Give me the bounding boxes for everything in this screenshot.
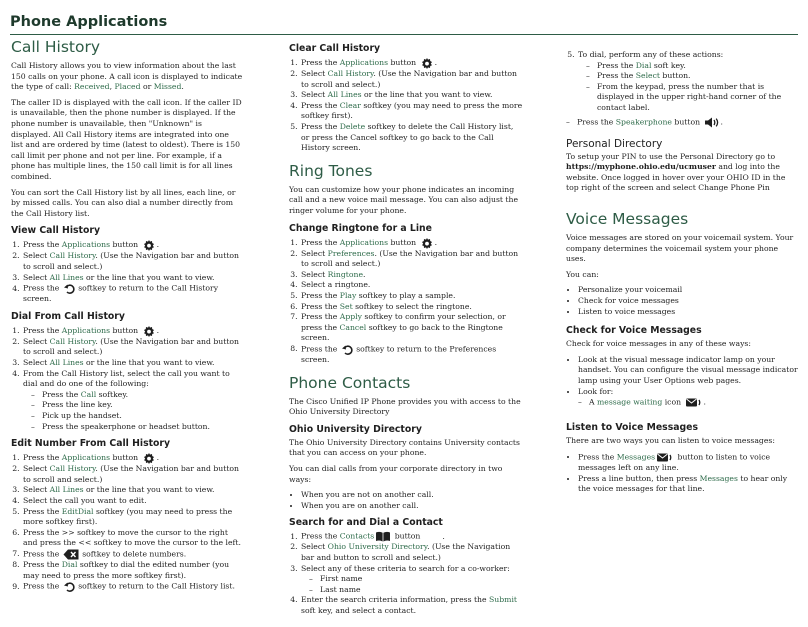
call-history-link[interactable]: Call History [49,251,96,261]
list-item: • Look at the visual message indicator lamp on your handset. You can configure the visual message indicator lamp using your User Options web pages. [578,355,800,387]
select-button-link[interactable]: Select [635,71,660,81]
list-item: 3. Select All Lines or the line that you want to view. [22,485,243,496]
list-item: – Press the Call softkey. [31,390,243,401]
list-item: • When you are on another call. [301,501,523,512]
received-link[interactable]: Received [74,82,110,92]
back-arrow-icon [341,344,353,355]
dial-from-history-heading: Dial From Call History [11,310,125,322]
dial-actions-list [578,61,800,114]
list-item: 1. Press the Applications button . [22,452,243,464]
call-history-intro: Call History allows you to view information about the last 150 calls on your phone. A call icon is displayed to indicate the type of call: Received, Placed or Missed. [11,61,243,92]
gear-icon [142,452,156,464]
applications-link[interactable]: Applications [61,240,111,250]
search-dial-heading: Search for and Dial a Contact [289,517,443,529]
play-softkey-link[interactable]: Play [339,290,357,300]
list-item: 2. Select Call History. (Use the Navigation bar and button to scroll and select.) [22,337,243,358]
edit-number-heading: Edit Number From Call History [11,438,171,450]
list-item: 3. Select All Lines or the line that you want to view. [300,90,523,101]
back-arrow-icon [63,581,75,592]
call-history-link[interactable]: Call History [49,336,96,346]
submit-softkey-link[interactable]: Submit [489,595,517,605]
directory-ways-list [289,490,523,511]
speakerphone-link[interactable]: Speakerphone [615,117,672,127]
applications-link[interactable]: Applications [61,453,111,463]
applications-link[interactable]: Applications [339,237,389,247]
list-item: 1. Press the Contacts button . [300,531,523,542]
gear-icon [142,325,156,337]
ringtone-link[interactable]: Ringtone [327,269,364,279]
messages-link[interactable]: Messages [616,452,656,462]
directory-ways-paragraph: You can dial calls from your corporate directory in two ways: [289,463,503,484]
listen-voice-paragraph: There are two ways you can listen to voice messages: [566,436,775,446]
list-item: • Check for voice messages [578,296,800,307]
list-item: 5. Press the Delete softkey to delete the Call History list, or press the Cancel softkey to go back to the Call History screen. [300,122,523,154]
page-title: Phone Applications [10,14,168,30]
envelope-icon [685,397,703,408]
list-item: – Press the Dial soft key. [586,61,800,72]
list-item: 3. Select any of these criteria to search for a co-worker: – First name – Last name [300,564,523,596]
list-item: 5. Press the Play softkey to play a sample. [300,291,523,302]
apply-softkey-link[interactable]: Apply [339,312,362,322]
search-steps-continued [566,50,800,114]
list-item: 4. From the Call History list, select the call you want to dial and do one of the following: – Press the Call softkey. – Press the line key. – Pick up the handset. – Press the speakerphone or headset button. [22,369,243,433]
phone-contacts-intro: The Cisco Unified IP Phone provides you with access to the Ohio University Directory [289,396,521,417]
column-2 [289,38,523,620]
clear-softkey-link[interactable]: Clear [339,100,361,110]
voice-messages-intro: Voice messages are stored on your voicemail system. Your company determines the voicemail system your phone uses. [566,233,794,264]
list-item: 1. Press the Applications button . [300,57,523,69]
envelope-icon [656,452,674,463]
list-item: 2. Select Call History. (Use the Navigation bar and button to scroll and select.) [300,69,523,90]
missed-link[interactable]: Missed [153,82,182,92]
list-item: • Look for: – A message waiting icon . [578,387,800,409]
applications-link[interactable]: Applications [339,58,389,67]
list-item: 5. Press the EditDial softkey (you may need to press the more softkey first). [22,507,243,528]
check-ways-list [566,355,800,408]
all-lines-link[interactable]: All Lines [327,90,362,100]
page-header [10,12,798,35]
gear-icon [420,237,434,249]
personal-directory-heading: Personal Directory [566,137,663,150]
preferences-link[interactable]: Preferences [327,248,375,258]
column-1 [11,38,243,595]
list-item: 7. Press the softkey to delete numbers. [22,549,243,560]
speaker-icon [704,117,720,128]
gear-icon [142,239,156,251]
list-item: 1. Press the Applications button . [22,325,243,337]
ring-tones-heading: Ring Tones [289,161,373,180]
list-item: – From the keypad, press the number that is displayed in the upper right-hand corner of the contact label. [586,82,800,114]
list-item: 2. Select Ohio University Directory. (Use the Navigation bar and button to scroll and select.) [300,542,523,563]
editdial-link[interactable]: EditDial [61,506,94,516]
you-can-label: You can: [566,269,599,279]
personal-directory-paragraph: To setup your PIN to use the Personal Directory go to https://myphone.ohio.edu/ucmuser and log into the website. Once logged in hover over your OHIO ID in the top right of the screen and select Change Phone Pin [566,151,786,193]
list-item: • Press a line button, then press Messages to hear only the voice messages for that line. [578,474,800,495]
list-item: 1. Press the Applications button . [22,239,243,251]
placed-link[interactable]: Placed [114,82,141,92]
list-item: – First name [309,574,523,585]
check-voice-paragraph: Check for voice messages in any of these ways: [566,339,751,349]
myphone-link[interactable]: https://myphone.ohio.edu/ucmuser [566,162,716,172]
view-call-history-heading: View Call History [11,225,101,237]
list-item: 3. Select Ringtone. [300,270,523,281]
list-item: 6. Press the >> softkey to move the cursor to the right and press the << softkey to move the cursor to the left. [22,528,243,549]
list-item: – A message waiting icon . [578,397,800,408]
column-3 [566,38,800,499]
list-item: • Listen to voice messages [578,307,800,318]
all-lines-link[interactable]: All Lines [49,272,84,282]
call-history-link[interactable]: Call History [327,69,374,78]
voice-messages-heading: Voice Messages [566,210,689,229]
voice-abilities-list [566,285,800,317]
list-item: 3. Select All Lines or the line that you want to view. [22,273,243,284]
delete-softkey-link[interactable]: Delete [339,121,366,131]
call-softkey-link[interactable]: Call [80,389,97,399]
set-softkey-link[interactable]: Set [339,301,353,311]
list-item: – Press the speakerphone or headset button. [31,422,243,433]
clear-steps [289,57,523,154]
back-arrow-icon [63,283,75,294]
listen-voice-heading: Listen to Voice Messages [566,422,699,434]
gear-icon [420,57,434,69]
message-waiting-link[interactable]: message waiting [597,397,663,407]
ohio-directory-link[interactable]: Ohio University Directory [327,542,428,552]
messages-link[interactable]: Messages [699,473,738,483]
directory-paragraph: The Ohio University Directory contains University contacts that you can access on your phone. [289,437,520,458]
list-item: 5. To dial, perform any of these actions: – Press the Dial soft key. – Press the Select button. – From the keypad, press the number that is displayed in the upper right-hand corner of the contact label. [577,50,800,114]
cancel-softkey-link[interactable]: Cancel [339,322,367,332]
sort-paragraph: You can sort the Call History list by all lines, each line, or by missed calls. You can also dial a number directly from the Call History list. [11,187,236,218]
phone-contacts-heading: Phone Contacts [289,373,411,392]
list-item: 2. Select Preferences. (Use the Navigation bar and button to scroll and select.) [300,249,523,270]
book-icon [375,531,391,542]
list-item: 8. Press the softkey to return to the Preferences screen. [300,344,523,366]
list-item: – Pick up the handset. [31,411,243,422]
clear-call-history-heading: Clear Call History [289,43,381,54]
list-item: 2. Select Call History. (Use the Navigation bar and button to scroll and select.) [22,464,243,485]
speaker-option [566,117,800,128]
list-item: 9. Press the softkey to return to the Call History list. [22,581,243,592]
ringtone-steps [289,237,523,366]
list-item: 2. Select Call History. (Use the Navigation bar and button to scroll and select.) [22,251,243,272]
dial-softkey-link[interactable]: Dial [635,60,652,70]
applications-link[interactable]: Applications [61,325,111,335]
call-history-heading: Call History [11,38,101,56]
dial-softkey-link[interactable]: Dial [61,559,78,569]
list-item: 4. Select a ringtone. [300,280,523,291]
list-item: • Press the Messages button to listen to voice messages left on any line. [578,452,800,474]
list-item: 7. Press the Apply softkey to confirm your selection, or press the Cancel softkey to go back to the Ringtone screen. [300,312,523,344]
list-item: 3. Select All Lines or the line that you want to view. [22,358,243,369]
look-for-list [578,397,800,408]
list-item: 4. Press the Clear softkey (you may need to press the more softkey first). [300,101,523,122]
dial-steps [11,325,243,432]
list-item: 4. Press the softkey to return to the Call History screen. [22,283,243,305]
list-item: • Personalize your voicemail [578,285,800,296]
criteria-list [301,574,523,595]
listen-ways-list [566,452,800,495]
ohio-directory-heading: Ohio University Directory [289,423,422,435]
dial-options [23,390,243,432]
contacts-link[interactable]: Contacts [339,531,375,541]
list-item: – Press the line key. [31,400,243,411]
change-ringtone-heading: Change Ringtone for a Line [289,222,432,234]
list-item: 6. Press the Set softkey to select the ringtone. [300,302,523,313]
edit-steps [11,452,243,592]
all-lines-link[interactable]: All Lines [49,485,84,495]
delete-icon [63,549,79,560]
list-item: 1. Press the Applications button . [300,237,523,249]
list-item: • When you are not on another call. [301,490,523,501]
search-steps [289,531,523,616]
ring-tones-intro: You can customize how your phone indicates an incoming call and a new voice mail message. You can also adjust the ringer volume for your phone. [289,184,519,215]
caller-id-paragraph: The caller ID is displayed with the call icon. If the caller ID is unavailable, then the phone number is displayed. If the phone number is unavailable, then "Unknown" is displayed. All Call History items are integrated into one list and are ordered by time (latest to oldest). There is 150 call limit per phone and not per line. For example, if a phone has multiple lines, the 150 call limit is for all lines combined. [11,97,242,181]
list-item: 4. Select the call you want to edit. [22,496,243,507]
view-steps [11,239,243,304]
list-item: – Last name [309,585,523,596]
list-item: – Press the Select button. [586,71,800,82]
check-voice-heading: Check for Voice Messages [566,325,702,337]
list-item: – Press the Speakerphone button . [566,117,800,128]
list-item: 8. Press the Dial softkey to dial the edited number (you may need to press the more softkey first). [22,560,243,581]
list-item: 4. Enter the search criteria information, press the Submit soft key, and select a contact. [300,595,523,616]
call-history-link[interactable]: Call History [49,464,96,474]
all-lines-link[interactable]: All Lines [49,357,84,367]
